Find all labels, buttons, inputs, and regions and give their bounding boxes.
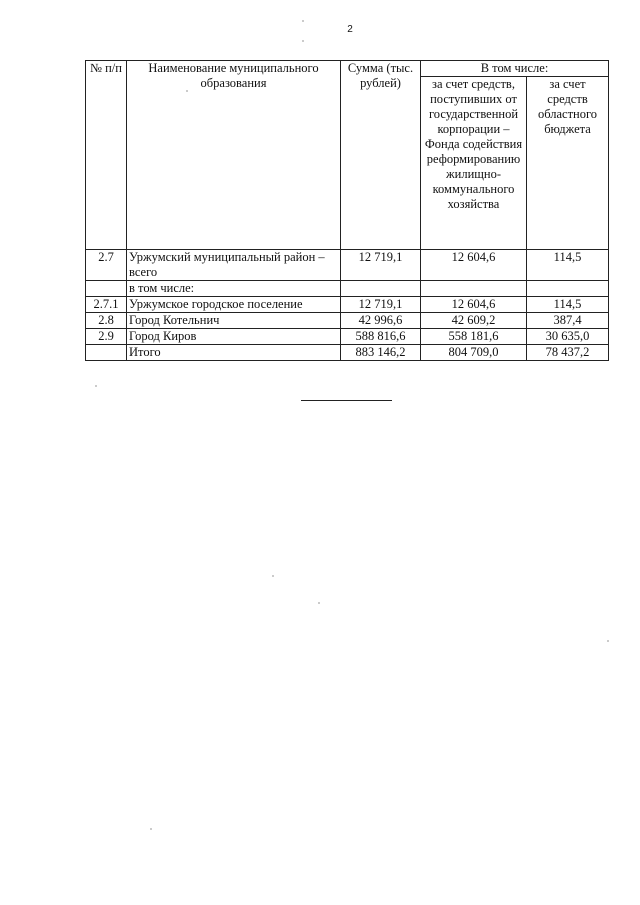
cell-sum: 42 996,6 (341, 313, 421, 329)
scan-speck (186, 90, 188, 92)
scan-speck (95, 385, 97, 387)
scan-speck (272, 575, 274, 577)
cell-fund: 12 604,6 (421, 297, 527, 313)
cell-num: 2.7 (86, 250, 127, 281)
header-regional: за счет средств областного бюджета (527, 77, 609, 250)
header-num: № п/п (86, 61, 127, 250)
cell-fund: 12 604,6 (421, 250, 527, 281)
table-row (86, 297, 609, 313)
header-name: Наименование муниципального образования (127, 61, 341, 250)
cell-fund (421, 281, 527, 297)
cell-sum: 12 719,1 (341, 250, 421, 281)
scan-speck (607, 640, 609, 642)
table-row (86, 313, 609, 329)
cell-name: Город Котельнич (127, 313, 341, 329)
funding-table (85, 60, 609, 361)
header-fund: за счет средств, поступивших от государственной корпорации – Фонда содействия реформированию жилищно-коммунального хозяйства (421, 77, 527, 250)
cell-regional: 387,4 (527, 313, 609, 329)
cell-name: Уржумский муниципальный район – всего (127, 250, 341, 281)
cell-regional: 114,5 (527, 297, 609, 313)
header-including: В том числе: (421, 61, 609, 77)
table-row (86, 281, 609, 297)
cell-name: в том числе: (127, 281, 341, 297)
cell-sum: 12 719,1 (341, 297, 421, 313)
scan-speck (302, 20, 304, 22)
cell-regional: 114,5 (527, 250, 609, 281)
cell-fund: 42 609,2 (421, 313, 527, 329)
cell-num: 2.8 (86, 313, 127, 329)
scan-speck (302, 40, 304, 42)
scan-speck (318, 602, 320, 604)
table-row-total (86, 345, 609, 361)
table-row (86, 329, 609, 345)
cell-name: Город Киров (127, 329, 341, 345)
table-row (86, 250, 609, 281)
end-of-document-rule (301, 400, 392, 401)
cell-num: 2.7.1 (86, 297, 127, 313)
cell-sum: 883 146,2 (341, 345, 421, 361)
page-number: 2 (347, 24, 353, 35)
cell-fund: 804 709,0 (421, 345, 527, 361)
cell-num: 2.9 (86, 329, 127, 345)
scan-speck (150, 828, 152, 830)
cell-name: Уржумское городское поселение (127, 297, 341, 313)
cell-regional (527, 281, 609, 297)
cell-num (86, 281, 127, 297)
cell-regional: 78 437,2 (527, 345, 609, 361)
cell-name: Итого (127, 345, 341, 361)
table-header-row (86, 61, 609, 77)
cell-regional: 30 635,0 (527, 329, 609, 345)
cell-num (86, 345, 127, 361)
cell-sum: 588 816,6 (341, 329, 421, 345)
cell-sum (341, 281, 421, 297)
header-sum: Сумма (тыс. рублей) (341, 61, 421, 250)
cell-fund: 558 181,6 (421, 329, 527, 345)
